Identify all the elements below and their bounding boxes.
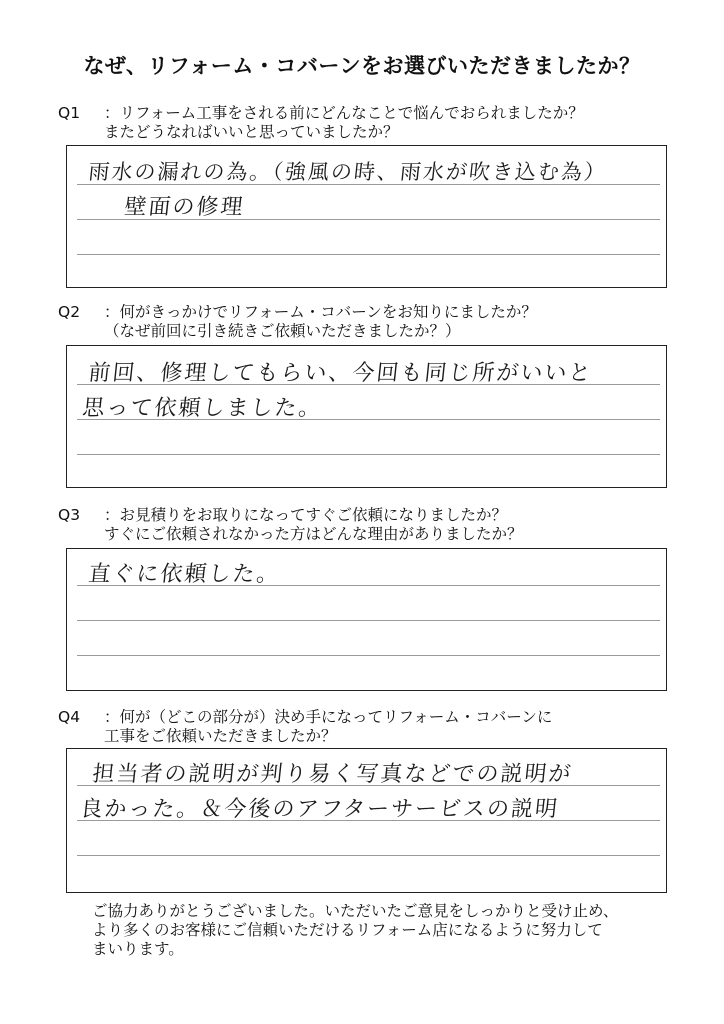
question-2-text-1: ：何がきっかけでリフォーム・コバーンをお知りにましたか？	[104, 303, 537, 321]
answer-box-3	[66, 548, 667, 691]
question-2-line-2: （なぜ前回に引き続きご依頼いただきましたか？）	[104, 322, 461, 340]
question-1-label: Q1	[58, 104, 81, 122]
question-4	[58, 708, 552, 746]
answer-box-1	[66, 145, 667, 288]
question-2-label: Q2	[58, 303, 81, 321]
answer-2-line-2: 思って依頼しました。	[81, 396, 324, 421]
closing-line-2: より多くのお客様にご信頼いただけるリフォーム店になるように努力して	[92, 921, 603, 939]
question-4-label: Q4	[58, 708, 81, 726]
answer-box-2	[66, 345, 667, 488]
survey-title: なぜ、リフォーム・コバーンをお選びいただきましたか？	[83, 54, 641, 78]
question-1-line-2: またどうなればいいと思っていましたか？	[104, 123, 399, 141]
question-1-line-1	[58, 104, 584, 123]
question-3-label: Q3	[58, 506, 81, 524]
question-1	[58, 104, 584, 142]
answer-2-line-1: 前回、修理してもらい、今回も同じ所がいいと	[87, 361, 594, 386]
answer-4-line-2: 良かった。＆今後のアフターサービスの説明	[79, 797, 561, 822]
answer-rule	[77, 855, 660, 856]
question-3-line-2: すぐにご依頼されなかった方はどんな理由がありましたか？	[104, 525, 523, 543]
question-4-line-2: 工事をご依頼いただきましたか？	[104, 727, 337, 745]
answer-1-line-1: 雨水の漏れの為。（強風の時、雨水が吹き込む為）	[87, 160, 609, 184]
answer-1-line-2: 壁面の修理	[123, 195, 246, 220]
answer-rule	[77, 655, 660, 656]
answer-box-4	[66, 748, 667, 893]
question-4-line-1	[58, 708, 552, 727]
question-2-line-1	[58, 303, 537, 322]
closing-message	[92, 902, 618, 959]
answer-rule	[77, 620, 660, 621]
answer-rule	[77, 254, 660, 255]
closing-line-3: まいります。	[92, 940, 184, 958]
question-3-line-1	[58, 506, 523, 525]
question-4-text-1: ：何が（どこの部分が）決め手になってリフォーム・コバーンに	[104, 708, 553, 726]
answer-3-line-1: 直ぐに依頼した。	[87, 562, 282, 587]
question-2	[58, 303, 537, 341]
question-3-text-1: ：お見積りをお取りになってすぐご依頼になりましたか？	[104, 506, 508, 524]
question-3	[58, 506, 523, 544]
question-1-text-1: ：リフォーム工事をされる前にどんなことで悩んでおられましたか？	[104, 104, 584, 122]
answer-rule	[77, 454, 660, 455]
closing-line-1: ご協力ありがとうございました。いただいたご意見をしっかりと受け止め、	[92, 902, 619, 920]
answer-4-line-1: 担当者の説明が判り易く写真などでの説明が	[91, 762, 574, 787]
